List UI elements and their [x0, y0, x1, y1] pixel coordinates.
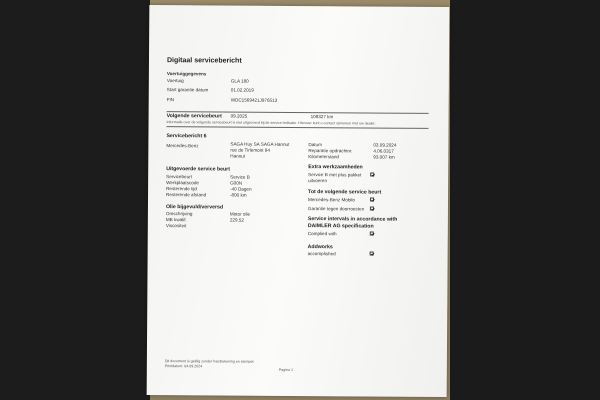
date-label: Datum: [308, 142, 322, 148]
performed-heading: Uitgevoerde service beurt: [166, 166, 230, 173]
performed-label: Resterende afstand: [166, 192, 207, 198]
checkbox-icon: [370, 232, 374, 236]
vehicle-heading: Voertuiggegevens: [166, 71, 207, 77]
checkbox-icon: [370, 198, 374, 202]
oil-value: 229.52: [229, 217, 244, 223]
oil-label: MB kwalif.: [165, 217, 187, 223]
warranty-start-value: 01.02.2019: [230, 87, 254, 93]
service-document: [147, 5, 450, 397]
mileage-value: 93.007 km: [373, 154, 395, 160]
service-heading: Servicebericht 6: [166, 133, 207, 140]
checkbox-icon: [370, 252, 374, 256]
divider: [167, 126, 429, 128]
background-right: [450, 0, 600, 400]
oil-heading: Olie bijgevuld/verversd: [165, 204, 224, 211]
mileage-label: Kilometerstand: [308, 154, 339, 160]
dealer-line-2: rue de Tirlemont 84: [230, 147, 270, 153]
vehicle-label: Voertuig: [166, 78, 184, 84]
repair-order-label: Reparatie opdrachtnr.: [308, 148, 353, 154]
brand-name: Mercedes-Benz: [166, 143, 199, 149]
intervals-item: Complied with: [307, 231, 337, 237]
footer-page: Pagina 1: [278, 367, 294, 372]
performed-value: Service B: [230, 174, 250, 180]
performed-label: Werkplaatscode: [166, 180, 200, 186]
performed-value: G00N: [230, 180, 243, 186]
performed-value: -40 Dagen: [230, 186, 252, 192]
addworks-item: accomplished: [307, 251, 336, 257]
dealer-line-1: SAGA Huy SA SAGA Hannut: [230, 141, 290, 147]
vehicle-value: GLA 180: [230, 78, 249, 84]
warranty-start-label: Start garantie datum: [166, 87, 209, 93]
dealer-line-3: Hannut: [230, 153, 246, 159]
upto-next-heading: Tot de volgende service beurt: [308, 189, 382, 196]
intervals-heading: Service intervals in accordance with DAIMLER AG specification: [307, 216, 398, 230]
addworks-heading: Addworks: [307, 244, 333, 251]
next-service-label: Volgende servicebeurt: [166, 113, 222, 120]
checkbox-icon: [370, 173, 374, 177]
oil-label: Viscositeit: [165, 223, 187, 229]
upto-next-item: Mercedes-Benz Mobilo: [307, 197, 356, 203]
extra-heading: Extra werkzaamheden: [308, 164, 363, 171]
oil-value: Motor olie: [229, 211, 251, 217]
oil-label: Omschrijving: [165, 211, 193, 217]
background-left: [0, 0, 150, 400]
fin-value: WDC1569421J976513: [230, 97, 278, 103]
footer-validity: Dit document is geldig zonder handtekening en stempel.: [164, 359, 255, 364]
extra-item: Service B met plus pakket uitvoeren: [308, 172, 362, 183]
repair-order-value: 4.06.0317: [373, 148, 394, 154]
footer-print-date: Printdatum: 04.09.2024: [164, 364, 203, 369]
performed-label: Servicebeurt: [166, 174, 192, 180]
next-service-note: Informatie over de volgende servicebeurt is niet uitgevoerd bij de service-indicatie. Hierover kunt u contact opnemen met uw dealer.: [166, 120, 376, 126]
next-service-km: 108327 km: [310, 114, 334, 120]
next-service-date: 09.2025: [230, 113, 248, 119]
fin-label: FIN: [166, 97, 175, 103]
document-title: Digitaal servicebericht: [166, 57, 242, 65]
upto-next-item: Garantie tegen doorroesten: [307, 206, 365, 212]
date-value: 03.09.2024: [373, 142, 397, 148]
checkbox-icon: [370, 207, 374, 211]
performed-label: Resterende tijd: [166, 186, 198, 192]
performed-value: -800 km: [230, 192, 247, 198]
